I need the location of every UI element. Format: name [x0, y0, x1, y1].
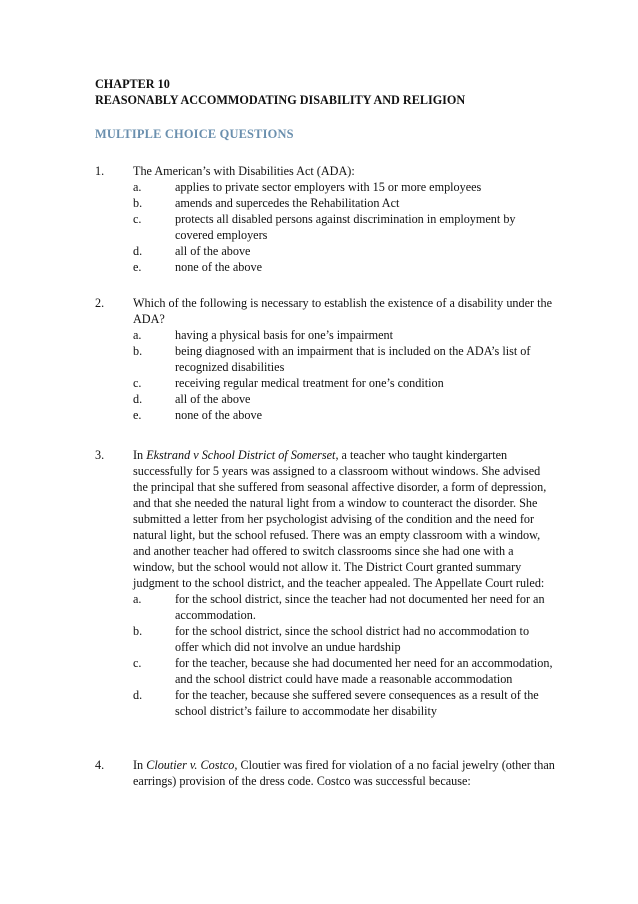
- answer-option: [133, 623, 555, 655]
- answer-option: [133, 179, 555, 195]
- answer-option: [133, 327, 555, 343]
- answer-option: [133, 591, 555, 623]
- question-stem: The American’s with Disabilities Act (ADA):: [133, 164, 355, 178]
- question-number: 3.: [95, 448, 105, 462]
- question-number: 2.: [95, 296, 105, 310]
- section-title: MULTIPLE CHOICE QUESTIONS: [95, 127, 294, 141]
- option-text: amends and supercedes the Rehabilitation Act: [175, 196, 400, 210]
- stem-text: , a teacher who taught kindergarten successfully for 5 years was assigned to a classroom without windows. She advised the principal that she suffered from seasonal affective disorder, a form of depression, and that she needed the natural light from a window to counteract the disorder. She submitted a letter from her psychologist advising of the condition and the need for natural light, but the school refused. There was an empty classroom with a window, and another teacher had offered to switch classrooms since she had one with a window, but the school would not allow it. The District Court granted summary judgment to the school district, and the teacher appealed. The Appellate Court ruled:: [133, 448, 547, 590]
- case-name: Cloutier v. Costco: [146, 758, 235, 772]
- option-letter: b.: [133, 196, 143, 210]
- option-letter: c.: [133, 376, 142, 390]
- option-letter: a.: [133, 592, 142, 606]
- option-text: for the school district, since the school district had no accommodation to offer which did not involve an undue hardship: [175, 624, 530, 654]
- option-letter: c.: [133, 212, 142, 226]
- stem-prefix: In: [133, 448, 147, 462]
- option-letter: d.: [133, 244, 143, 258]
- case-name: Ekstrand v School District of Somerset: [146, 448, 336, 462]
- answer-option: [133, 195, 555, 211]
- option-text: being diagnosed with an impairment that is included on the ADA’s list of recognized disabilities: [175, 344, 531, 374]
- answer-options: [133, 327, 555, 423]
- answer-option: [133, 687, 555, 719]
- option-text: none of the above: [175, 408, 262, 422]
- answer-option: [133, 655, 555, 687]
- option-text: for the teacher, because she had documented her need for an accommodation, and the school district could have made a reasonable accommodation: [175, 656, 553, 686]
- option-letter: c.: [133, 656, 142, 670]
- stem-prefix: In: [133, 758, 147, 772]
- option-letter: a.: [133, 180, 142, 194]
- option-text: applies to private sector employers with 15 or more employees: [175, 180, 482, 194]
- answer-option: [133, 375, 555, 391]
- option-text: for the school district, since the teacher had not documented her need for an accommodation.: [175, 592, 545, 622]
- option-letter: a.: [133, 328, 142, 342]
- question-stem: Which of the following is necessary to establish the existence of a disability under the ADA?: [133, 296, 552, 326]
- chapter-title: REASONABLY ACCOMMODATING DISABILITY AND RELIGION: [95, 93, 466, 107]
- question-stem: [133, 757, 555, 789]
- answer-option: [133, 407, 555, 423]
- stem-text: , Cloutier was fired for violation of a no facial jewelry (other than earrings) provision of the dress code. Costco was successful because:: [133, 758, 555, 788]
- option-letter: e.: [133, 260, 142, 274]
- option-text: having a physical basis for one’s impairment: [175, 328, 393, 342]
- option-text: all of the above: [175, 244, 251, 258]
- question-stem: [133, 447, 555, 591]
- option-text: protects all disabled persons against discrimination in employment by covered employers: [175, 212, 516, 242]
- question-number: 1.: [95, 164, 105, 178]
- option-text: receiving regular medical treatment for one’s condition: [175, 376, 444, 390]
- question-2: [95, 295, 555, 423]
- answer-option: [133, 211, 555, 243]
- option-text: for the teacher, because she suffered severe consequences as a result of the school district’s failure to accommodate her disability: [175, 688, 539, 718]
- option-letter: d.: [133, 688, 143, 702]
- option-letter: b.: [133, 344, 143, 358]
- question-1: [95, 163, 555, 275]
- chapter-number: CHAPTER 10: [95, 77, 170, 91]
- question-3: [95, 447, 555, 719]
- answer-option: [133, 259, 555, 275]
- answer-option: [133, 243, 555, 259]
- option-letter: d.: [133, 392, 143, 406]
- answer-option: [133, 391, 555, 407]
- option-text: all of the above: [175, 392, 251, 406]
- answer-option: [133, 343, 555, 375]
- question-number: 4.: [95, 758, 105, 772]
- option-letter: b.: [133, 624, 143, 638]
- question-4: [95, 757, 555, 789]
- option-letter: e.: [133, 408, 142, 422]
- answer-options: [133, 591, 555, 719]
- answer-options: [133, 179, 555, 275]
- option-text: none of the above: [175, 260, 262, 274]
